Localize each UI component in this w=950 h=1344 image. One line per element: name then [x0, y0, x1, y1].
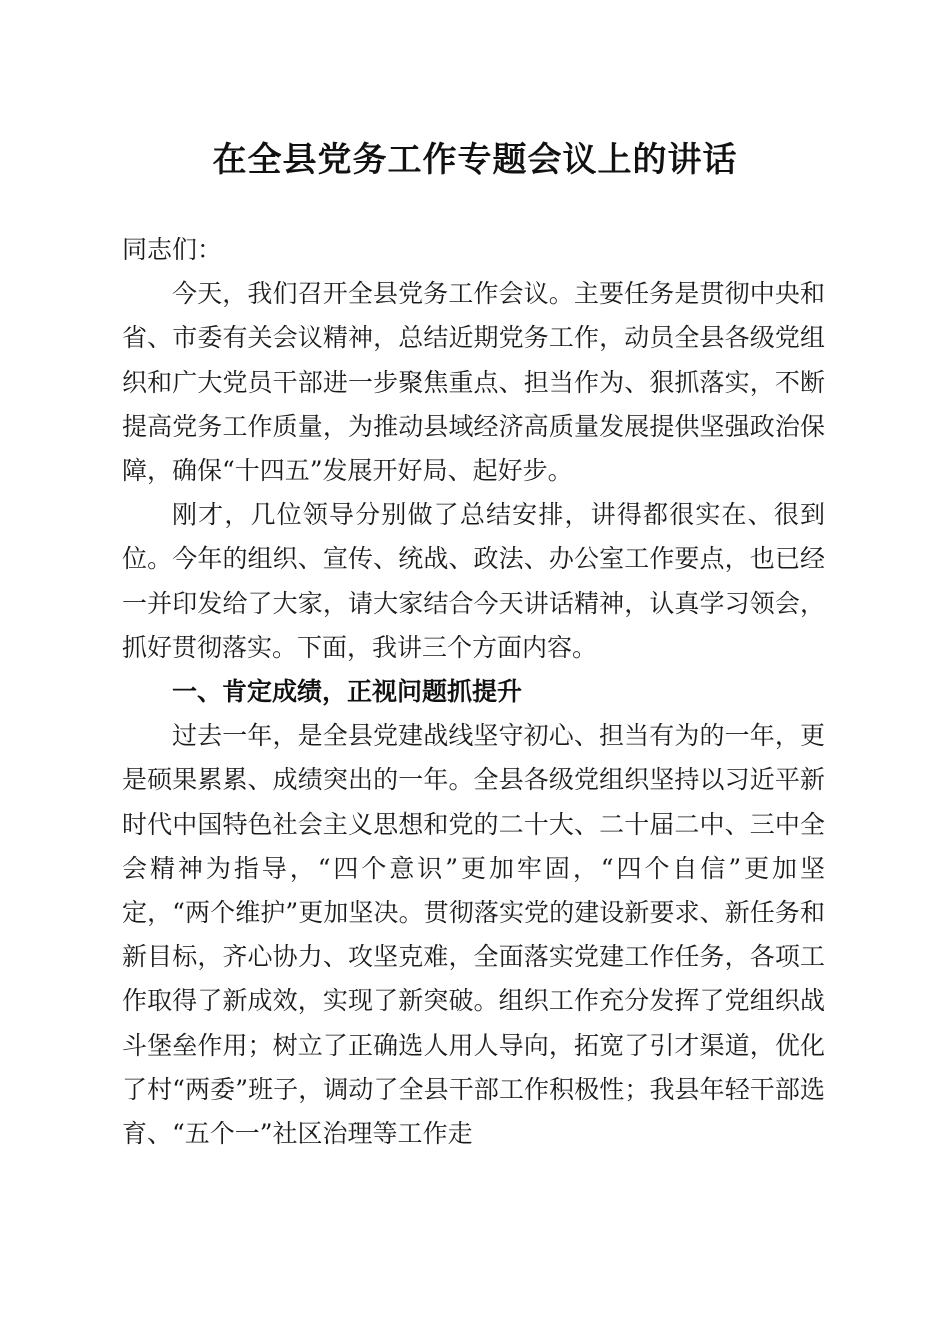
- document-body: [122, 228, 825, 1156]
- salutation: 同志们：: [122, 235, 223, 264]
- paragraph-agenda: 刚才，几位领导分别做了总结安排，讲得都很实在、很到位。今年的组织、宣传、统战、政法、办公室工作要点，也已经一并印发给了大家，请大家结合今天讲话精神，认真学习领会，抓好贯彻落实。下面，我讲三个方面内容。: [122, 500, 825, 662]
- section-heading: 一、肯定成绩，正视问题抓提升: [172, 677, 523, 707]
- paragraph-opening: 今天，我们召开全县党务工作会议。主要任务是贯彻中央和省、市委有关会议精神，总结近期党务工作，动员全县各级党组织和广大党员干部进一步聚焦重点、担当作为、狠抓落实，不断提高党务工作质量，为推动县域经济高质量发展提供坚强政治保障，确保“十四五”发展开好局、起好步。: [122, 279, 825, 486]
- paragraph-achievements: 过去一年，是全县党建战线坚守初心、担当有为的一年，更是硕果累累、成绩突出的一年。全县各级党组织坚持以习近平新时代中国特色社会主义思想和党的二十大、二十届二中、三中全会精神为指导，“四个意识”更加牢固，“四个自信”更加坚定，“两个维护”更加坚决。贯彻落实党的建设新要求、新任务和新目标，齐心协力、攻坚克难，全面落实党建工作任务，各项工作取得了新成效，实现了新突破。组织工作充分发挥了党组织战斗堡垒作用；树立了正确选人用人导向，拓宽了引才渠道，优化了村“两委”班子，调动了全县干部工作积极性；我县年轻干部选育、“五个一”社区治理等工作走: [122, 721, 825, 1149]
- document-title: 在全县党务工作专题会议上的讲话: [212, 140, 738, 180]
